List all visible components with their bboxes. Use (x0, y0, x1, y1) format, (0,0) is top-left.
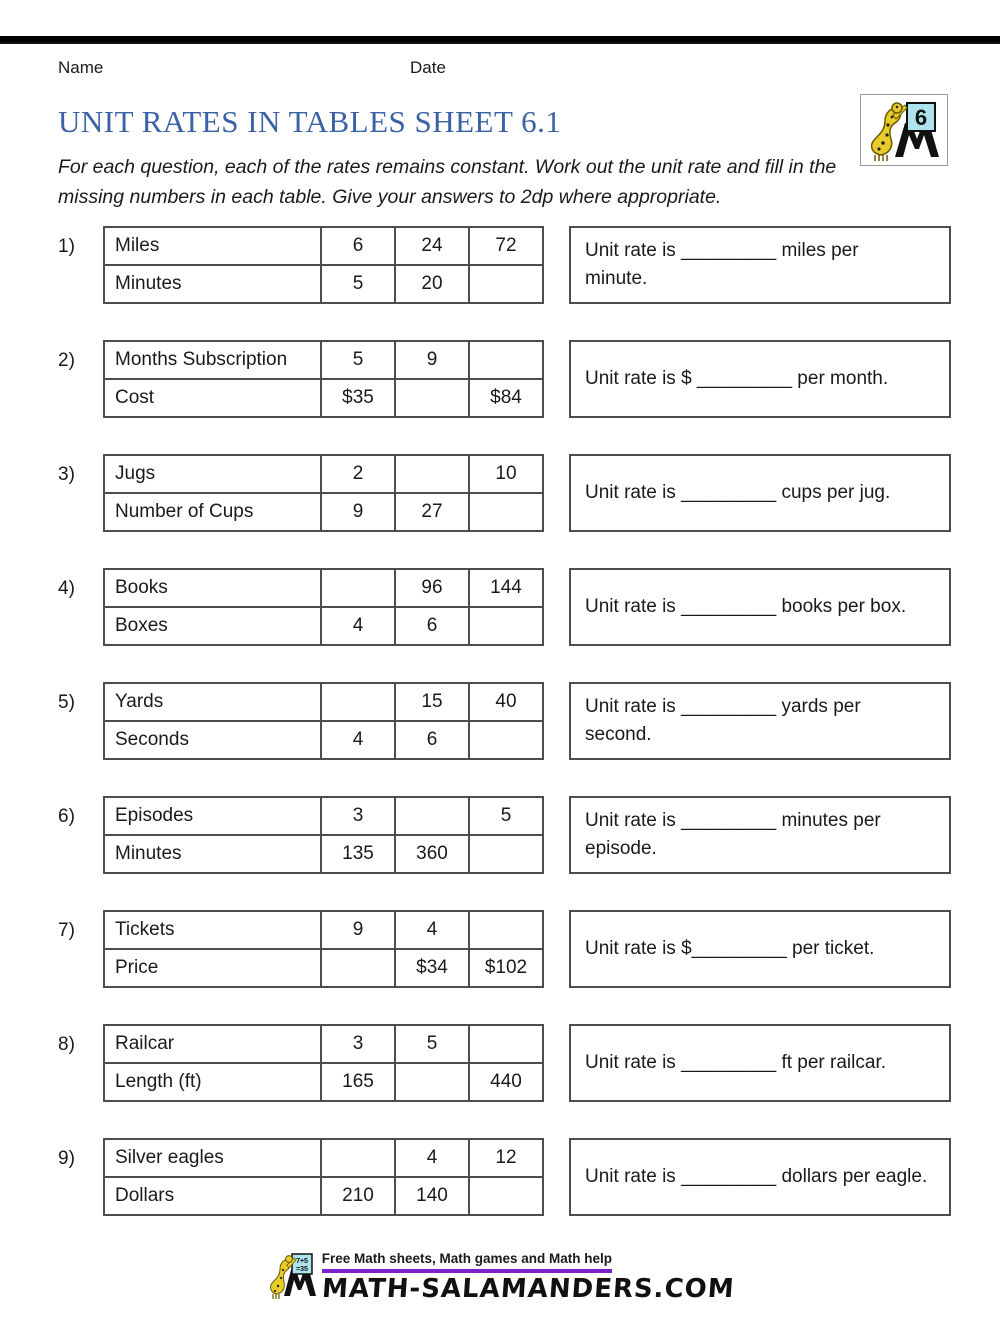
value-cell: 9 (321, 911, 395, 949)
value-cell: 6 (395, 721, 469, 759)
footer (0, 1250, 1000, 1304)
row-label: Miles (104, 227, 321, 265)
value-cell: 15 (395, 683, 469, 721)
questions (0, 226, 1000, 1216)
answer-box (569, 682, 951, 760)
row-label: Length (ft) (104, 1063, 321, 1101)
row-label: Dollars (104, 1177, 321, 1215)
value-cell (395, 455, 469, 493)
answer-text: Unit rate is _________ ft per railcar. (585, 1052, 887, 1073)
rate-table (103, 910, 544, 988)
instructions-line-2: missing numbers in each table. Give your answers to 2dp where appropriate. (58, 186, 722, 208)
value-cell: 72 (469, 227, 543, 265)
question-number: 3) (58, 464, 75, 485)
answer-box (569, 226, 951, 304)
value-cell (469, 1025, 543, 1063)
header-row (58, 58, 1000, 80)
value-cell: 4 (321, 607, 395, 645)
value-cell (469, 607, 543, 645)
value-cell: 4 (321, 721, 395, 759)
row-label: Number of Cups (104, 493, 321, 531)
value-cell (469, 493, 543, 531)
value-cell: $34 (395, 949, 469, 987)
row-label: Price (104, 949, 321, 987)
sheet-level-badge (860, 94, 948, 166)
rate-table (103, 1024, 544, 1102)
page-title: UNIT RATES IN TABLES SHEET 6.1 (58, 104, 562, 139)
table-row (104, 607, 543, 645)
value-cell: 360 (395, 835, 469, 873)
value-cell: 6 (395, 607, 469, 645)
footer-salamander-icon (266, 1250, 318, 1302)
value-cell: 4 (395, 911, 469, 949)
question-block (58, 682, 1000, 760)
answer-text: Unit rate is _________ books per box. (585, 596, 907, 617)
question-block (58, 796, 1000, 874)
answer-text: Unit rate is _________ minutes per episode. (585, 810, 881, 859)
value-cell: 5 (321, 265, 395, 303)
question-block (58, 454, 1000, 532)
value-cell: 96 (395, 569, 469, 607)
row-label: Silver eagles (104, 1139, 321, 1177)
value-cell (321, 569, 395, 607)
value-cell (469, 721, 543, 759)
answer-box (569, 340, 951, 418)
value-cell: $35 (321, 379, 395, 417)
value-cell (469, 1177, 543, 1215)
table-row (104, 1177, 543, 1215)
question-block (58, 226, 1000, 304)
value-cell: 5 (469, 797, 543, 835)
answer-text: Unit rate is _________ yards per second. (585, 696, 861, 745)
row-label: Yards (104, 683, 321, 721)
rate-table (103, 682, 544, 760)
footer-site-name: MATH-SALAMANDERS.COM (320, 1274, 736, 1304)
value-cell: 24 (395, 227, 469, 265)
rate-table (103, 1138, 544, 1216)
value-cell: $84 (469, 379, 543, 417)
instructions (58, 152, 942, 212)
table-row (104, 949, 543, 987)
instructions-line-1: For each question, each of the rates remains constant. Work out the unit rate and fill in the (58, 156, 837, 178)
question-number: 1) (58, 236, 75, 257)
question-number: 2) (58, 350, 75, 371)
table-row (104, 797, 543, 835)
rate-table (103, 226, 544, 304)
row-label: Jugs (104, 455, 321, 493)
answer-box (569, 910, 951, 988)
value-cell: 210 (321, 1177, 395, 1215)
question-block (58, 910, 1000, 988)
value-cell: 165 (321, 1063, 395, 1101)
answer-box (569, 1138, 951, 1216)
date-label: Date (410, 58, 446, 77)
value-cell (395, 379, 469, 417)
row-label: Books (104, 569, 321, 607)
value-cell: 144 (469, 569, 543, 607)
value-cell (321, 949, 395, 987)
name-label: Name (58, 58, 104, 77)
answer-box (569, 568, 951, 646)
row-label: Boxes (104, 607, 321, 645)
question-number: 4) (58, 578, 75, 599)
table-row (104, 1063, 543, 1101)
question-number: 7) (58, 920, 75, 941)
rate-table (103, 454, 544, 532)
value-cell (469, 341, 543, 379)
badge-number-text: 6 (914, 105, 928, 130)
value-cell: $102 (469, 949, 543, 987)
answer-box (569, 1024, 951, 1102)
value-cell (321, 1139, 395, 1177)
table-row (104, 379, 543, 417)
value-cell: 440 (469, 1063, 543, 1101)
value-cell: 40 (469, 683, 543, 721)
value-cell: 20 (395, 265, 469, 303)
value-cell: 135 (321, 835, 395, 873)
footer-text (322, 1250, 735, 1304)
value-cell (469, 265, 543, 303)
value-cell: 5 (321, 341, 395, 379)
row-label: Episodes (104, 797, 321, 835)
value-cell: 140 (395, 1177, 469, 1215)
value-cell: 9 (321, 493, 395, 531)
row-label: Months Subscription (104, 341, 321, 379)
table-row (104, 341, 543, 379)
table-row (104, 683, 543, 721)
table-row (104, 1025, 543, 1063)
row-label: Railcar (104, 1025, 321, 1063)
salamander-badge-icon (861, 95, 947, 165)
row-label: Minutes (104, 265, 321, 303)
question-block (58, 1138, 1000, 1216)
rate-table (103, 568, 544, 646)
answer-text: Unit rate is _________ cups per jug. (585, 482, 891, 503)
table-row (104, 1139, 543, 1177)
table-row (104, 835, 543, 873)
svg-text:=35: =35 (295, 1266, 308, 1273)
value-cell: 5 (395, 1025, 469, 1063)
value-cell (469, 835, 543, 873)
table-row (104, 227, 543, 265)
value-cell (469, 911, 543, 949)
value-cell: 27 (395, 493, 469, 531)
question-block (58, 1024, 1000, 1102)
answer-text: Unit rate is _________ dollars per eagle. (585, 1166, 928, 1187)
value-cell: 9 (395, 341, 469, 379)
value-cell: 6 (321, 227, 395, 265)
question-number: 6) (58, 806, 75, 827)
answer-text: Unit rate is $_________ per ticket. (585, 938, 875, 959)
table-row (104, 721, 543, 759)
value-cell: 10 (469, 455, 543, 493)
question-number: 5) (58, 692, 75, 713)
table-row (104, 911, 543, 949)
table-row (104, 493, 543, 531)
question-number: 8) (58, 1034, 75, 1055)
svg-text:7+5: 7+5 (295, 1258, 308, 1265)
top-border-rule (0, 36, 1000, 44)
row-label: Minutes (104, 835, 321, 873)
value-cell (321, 683, 395, 721)
answer-text: Unit rate is $ _________ per month. (585, 368, 889, 389)
table-row (104, 569, 543, 607)
answer-box (569, 796, 951, 874)
table-row (104, 455, 543, 493)
rate-table (103, 340, 544, 418)
table-row (104, 265, 543, 303)
value-cell (395, 1063, 469, 1101)
answer-text: Unit rate is _________ miles per minute. (585, 240, 859, 289)
value-cell: 12 (469, 1139, 543, 1177)
value-cell: 3 (321, 797, 395, 835)
value-cell (395, 797, 469, 835)
question-block (58, 568, 1000, 646)
row-label: Cost (104, 379, 321, 417)
question-number: 9) (58, 1148, 75, 1169)
value-cell: 4 (395, 1139, 469, 1177)
rate-table (103, 796, 544, 874)
value-cell: 2 (321, 455, 395, 493)
footer-tagline: Free Math sheets, Math games and Math help (322, 1251, 612, 1273)
question-block (58, 340, 1000, 418)
answer-box (569, 454, 951, 532)
worksheet-page (0, 36, 1000, 1330)
value-cell: 3 (321, 1025, 395, 1063)
row-label: Tickets (104, 911, 321, 949)
row-label: Seconds (104, 721, 321, 759)
